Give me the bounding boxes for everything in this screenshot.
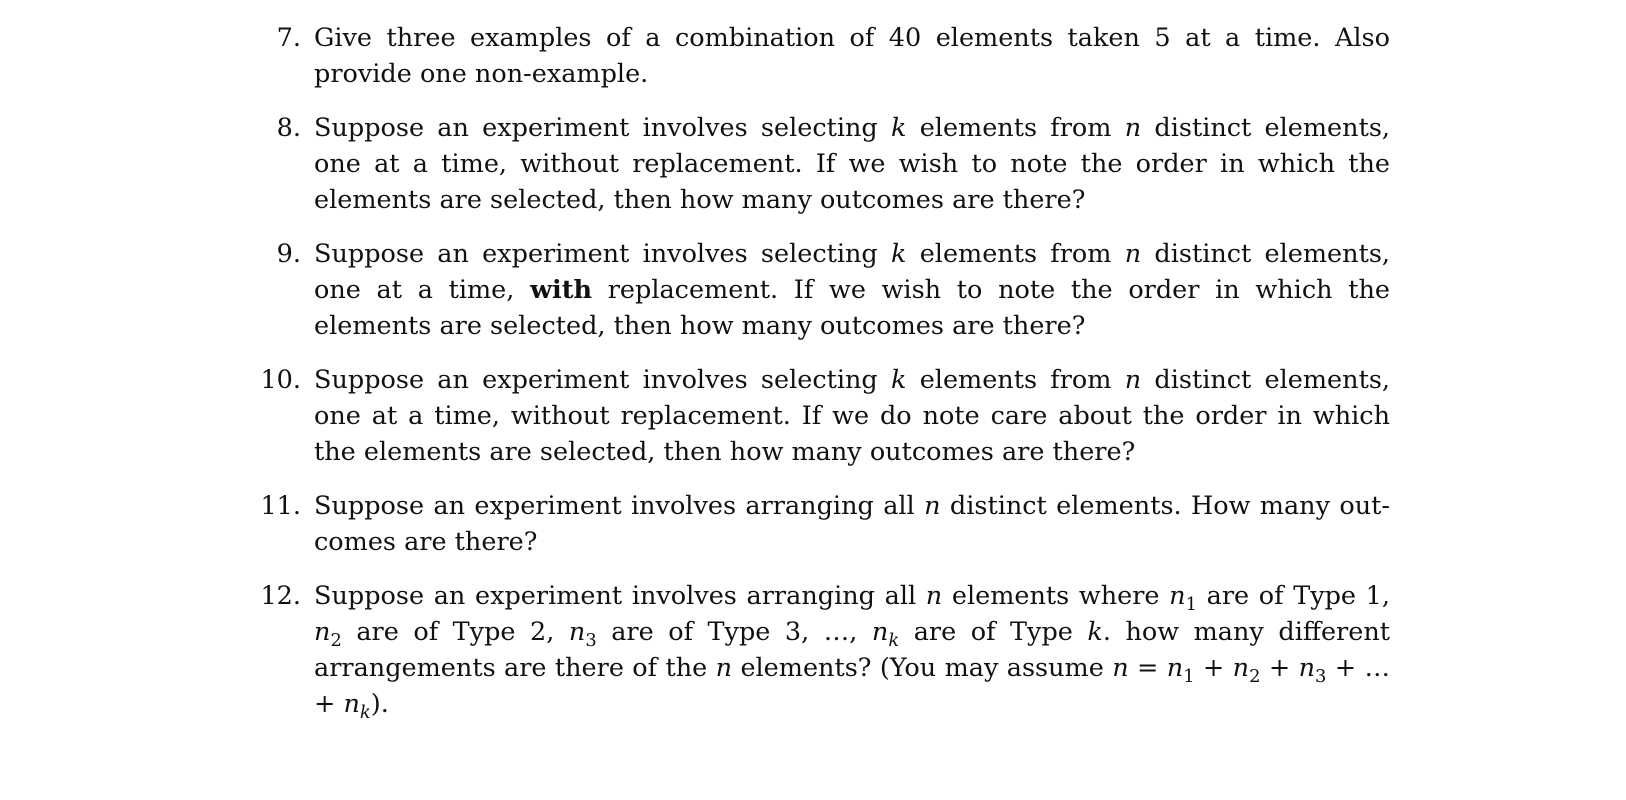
- text-run: elements from: [906, 365, 1125, 395]
- problem-item: [240, 236, 1390, 344]
- math-variable: n: [715, 653, 733, 683]
- problem-list: [240, 20, 1390, 740]
- math-variable: n: [925, 581, 943, 611]
- text-run: ).: [370, 689, 389, 719]
- subscript: 3: [585, 630, 597, 652]
- text-run: =: [1128, 653, 1167, 683]
- problem-number: 11.: [260, 491, 301, 521]
- problem-number: 9.: [276, 239, 301, 269]
- text-run: distinct elements, one at a time,: [314, 239, 1391, 305]
- problem-item: [240, 488, 1390, 560]
- problem-item: [240, 110, 1390, 218]
- text-run: elements from: [906, 113, 1125, 143]
- problem-text: [314, 365, 1390, 467]
- text-run: +: [1194, 653, 1233, 683]
- problem-text: [314, 239, 1390, 341]
- text-run: are of Type 1,: [1196, 581, 1390, 611]
- math-variable: n: [924, 491, 941, 521]
- problem-item: [240, 578, 1390, 722]
- text-run: are of Type 3, …,: [596, 617, 872, 647]
- text-run: distinct elements, one at a time, without replacement. If we wish to note the order in which the elements are selected, then how many outcomes are there?: [314, 113, 1391, 215]
- subscript: 2: [330, 630, 342, 652]
- math-variable: n: [314, 617, 331, 647]
- math-variable: n: [1169, 581, 1186, 611]
- problem-item: [240, 20, 1390, 92]
- math-variable: n: [871, 617, 889, 647]
- text-run: are of Type 2,: [341, 617, 569, 647]
- text-run: Suppose an experiment involves arranging all: [314, 581, 926, 611]
- problem-text: [314, 113, 1390, 215]
- problem-number: 8.: [276, 113, 301, 143]
- problem-number: 7.: [276, 23, 301, 53]
- math-variable: n: [1124, 113, 1142, 143]
- text-run: +: [1260, 653, 1299, 683]
- problem-number: 10.: [260, 365, 301, 395]
- problem-text: [314, 23, 1390, 89]
- problem-text: [314, 581, 1391, 724]
- math-variable: n: [568, 617, 586, 647]
- text-run: Give three examples of a combination of 40 elements taken 5 at a time. Also provide one non-example.: [314, 23, 1390, 89]
- subscript: k: [359, 702, 371, 724]
- text-run: distinct elements, one at a time, without replacement. If we do note care about the order in which the elements are selected, then how many outcomes are there?: [314, 365, 1391, 467]
- math-variable: k: [891, 365, 907, 395]
- emphasis-text: with: [530, 275, 593, 305]
- math-variable: k: [1087, 617, 1103, 647]
- math-variable: n: [343, 689, 360, 719]
- text-run: Suppose an experiment involves selecting: [314, 365, 891, 395]
- math-variable: n: [1124, 239, 1142, 269]
- math-variable: n: [1112, 653, 1129, 683]
- text-run: distinct elements. How many out-comes are there?: [314, 491, 1390, 557]
- subscript: 3: [1315, 666, 1327, 688]
- math-variable: n: [1124, 365, 1142, 395]
- text-run: replacement. If we wish to note the order in which the elements are selected, then how many outcomes are there?: [314, 275, 1390, 341]
- subscript: 1: [1183, 666, 1195, 688]
- text-run: Suppose an experiment involves arranging all: [314, 491, 925, 521]
- problem-item: [240, 362, 1390, 470]
- subscript: 1: [1185, 594, 1197, 616]
- text-run: elements? (You may assume: [732, 653, 1113, 683]
- text-run: Suppose an experiment involves selecting: [314, 239, 891, 269]
- text-run: elements where: [942, 581, 1170, 611]
- text-run: are of Type: [899, 617, 1088, 647]
- text-run: . how many different arrangements are there of the: [314, 617, 1391, 683]
- problem-text: [314, 491, 1390, 557]
- math-variable: k: [891, 113, 907, 143]
- math-variable: n: [1232, 653, 1250, 683]
- text-run: Suppose an experiment involves selecting: [314, 113, 891, 143]
- text-run: elements from: [906, 239, 1125, 269]
- math-variable: n: [1166, 653, 1184, 683]
- subscript: 2: [1249, 666, 1261, 688]
- subscript: k: [888, 630, 900, 652]
- problem-number: 12.: [260, 581, 301, 611]
- math-variable: n: [1298, 653, 1316, 683]
- math-variable: k: [891, 239, 907, 269]
- text-run: + … +: [314, 653, 1391, 719]
